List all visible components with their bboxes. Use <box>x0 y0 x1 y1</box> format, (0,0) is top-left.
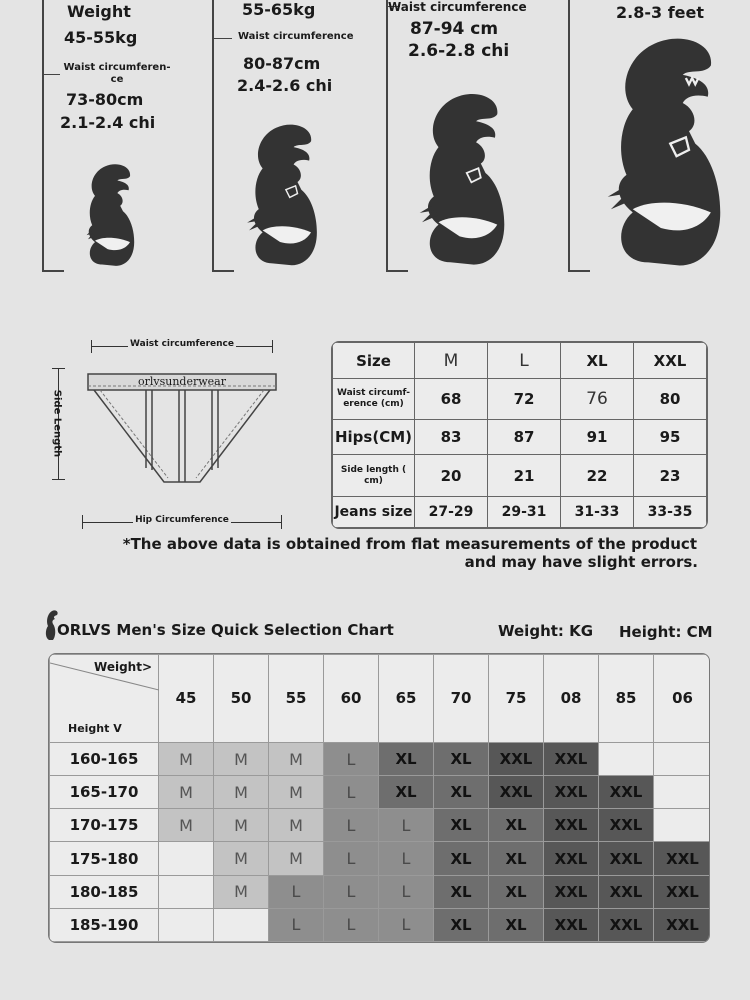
size-cell <box>599 742 654 775</box>
size-cell: XXL <box>544 776 599 809</box>
size-cell: XL <box>489 875 544 908</box>
table-header-cell: Size <box>333 343 415 379</box>
table-row <box>333 379 707 420</box>
waist-measure <box>91 340 273 352</box>
dino-large-icon <box>398 86 526 274</box>
waist-cm: 73-80cm <box>66 90 144 109</box>
side-measure-label: Side Length <box>51 389 63 458</box>
table-header-cell: L <box>488 343 561 379</box>
weight-header-cell: 60 <box>324 655 379 743</box>
waist-cm: 87-94 cm <box>410 19 499 39</box>
size-cell: L <box>324 908 379 941</box>
measure-tick <box>212 38 232 39</box>
size-cell: XXL <box>489 776 544 809</box>
size-cell: M <box>159 742 214 775</box>
size-cell: XL <box>434 809 489 842</box>
size-cell: XXL <box>544 809 599 842</box>
size-cell: M <box>214 842 269 875</box>
table-row <box>50 908 711 941</box>
size-cell: XXL <box>654 875 711 908</box>
brand-text: orlvsunderwear <box>138 375 226 388</box>
row-label: Hips(CM) <box>333 420 415 455</box>
table-cell: 22 <box>561 455 634 496</box>
waist-chi: 2.8-3 feet <box>616 3 704 22</box>
size-cell: M <box>269 809 324 842</box>
size-cell: L <box>379 809 434 842</box>
size-cell: XXL <box>654 842 711 875</box>
size-cell: XL <box>379 776 434 809</box>
height-unit: Height: CM <box>619 623 713 641</box>
dino-small-icon <box>74 158 144 273</box>
size-cell: XL <box>489 842 544 875</box>
size-cell: XL <box>489 908 544 941</box>
measure-line <box>386 0 388 272</box>
waist-chi: 2.1-2.4 chi <box>60 113 156 132</box>
table-cell: 31-33 <box>561 496 634 527</box>
waist-label: Waist circumference <box>238 31 354 42</box>
size-cell: XL <box>489 809 544 842</box>
size-cell: L <box>324 776 379 809</box>
size-cell: XXL <box>544 908 599 941</box>
size-cell: M <box>214 742 269 775</box>
size-cell: L <box>269 908 324 941</box>
waist-chi: 2.6-2.8 chi <box>408 41 510 61</box>
size-cell: XL <box>434 776 489 809</box>
measure-line <box>212 0 214 272</box>
table-row <box>50 842 711 875</box>
weight-header-cell: 55 <box>269 655 324 743</box>
size-cell: XL <box>434 842 489 875</box>
size-cell: L <box>324 809 379 842</box>
size-cell: L <box>324 742 379 775</box>
table-row <box>333 455 707 496</box>
weight-header-cell: 50 <box>214 655 269 743</box>
row-label: Side length ( cm) <box>333 455 415 496</box>
size-cell: M <box>214 776 269 809</box>
weight-unit: Weight: KG <box>498 622 594 640</box>
table-row <box>50 809 711 842</box>
size-cell <box>214 908 269 941</box>
table-cell: 91 <box>561 420 634 455</box>
note-line-1: *The above data is obtained from flat measurements of the product <box>122 535 697 553</box>
weight-header-cell: 85 <box>599 655 654 743</box>
height-label: 175-180 <box>50 842 159 875</box>
size-cell <box>654 742 711 775</box>
table-cell: 83 <box>415 420 488 455</box>
height-label: 170-175 <box>50 809 159 842</box>
size-cell: XXL <box>599 809 654 842</box>
waist-label: Waist circumference <box>388 0 527 14</box>
size-cell: XL <box>434 875 489 908</box>
size-cell: XXL <box>599 776 654 809</box>
waist-label: Waist circumferen- ce <box>63 62 171 85</box>
quick-selection-table <box>48 653 710 943</box>
size-cell <box>159 908 214 941</box>
measure-line <box>42 0 44 272</box>
size-cell: L <box>324 875 379 908</box>
table-cell: 87 <box>488 420 561 455</box>
table-cell: 29-31 <box>488 496 561 527</box>
size-cell: M <box>214 809 269 842</box>
table-row <box>50 776 711 809</box>
table-row <box>333 343 707 379</box>
size-cell: M <box>269 842 324 875</box>
size-cell: L <box>379 875 434 908</box>
size-cell <box>654 809 711 842</box>
size-cell: XXL <box>544 742 599 775</box>
size-cell: M <box>159 776 214 809</box>
table-cell: 76 <box>561 379 634 420</box>
underwear-diagram-icon <box>84 372 280 494</box>
hip-measure-label: Hip Circumference <box>135 515 229 525</box>
table-cell: 80 <box>634 379 707 420</box>
corner-header <box>50 655 159 743</box>
weight-value: 45-55kg <box>64 28 138 47</box>
size-cell: L <box>269 875 324 908</box>
size-cell: XL <box>434 908 489 941</box>
height-label: 180-185 <box>50 875 159 908</box>
weight-header-cell: 45 <box>159 655 214 743</box>
table-row <box>333 496 707 527</box>
waist-measure-label: Waist circumference <box>130 339 234 349</box>
weight-label: Weight <box>67 2 131 21</box>
table-cell: 72 <box>488 379 561 420</box>
corner-height-label: Height V <box>68 721 122 735</box>
size-cell: XXL <box>654 908 711 941</box>
hip-measure <box>82 515 282 529</box>
table-cell: 23 <box>634 455 707 496</box>
measure-tick <box>42 74 60 75</box>
size-cell: M <box>269 742 324 775</box>
weight-header-cell: 75 <box>489 655 544 743</box>
size-cell: XL <box>379 742 434 775</box>
table-header-cell: XL <box>561 343 634 379</box>
size-cell: XXL <box>599 875 654 908</box>
table-row <box>50 655 711 743</box>
table-cell: 95 <box>634 420 707 455</box>
size-cell: M <box>269 776 324 809</box>
weight-header-cell: 70 <box>434 655 489 743</box>
size-cell: L <box>324 842 379 875</box>
measure-tick <box>42 270 64 272</box>
table-row <box>50 742 711 775</box>
measure-line <box>568 0 570 272</box>
height-label: 185-190 <box>50 908 159 941</box>
size-cell: M <box>214 875 269 908</box>
chart-title: ORLVS Men's Size Quick Selection Chart <box>57 621 394 639</box>
size-table <box>331 341 708 529</box>
table-cell: 20 <box>415 455 488 496</box>
size-cell <box>654 776 711 809</box>
table-row <box>50 875 711 908</box>
size-cell: XL <box>434 742 489 775</box>
size-cell <box>159 842 214 875</box>
table-header-cell: XXL <box>634 343 707 379</box>
row-label: Waist circumf-erence (cm) <box>333 379 415 420</box>
table-cell: 21 <box>488 455 561 496</box>
waist-chi: 2.4-2.6 chi <box>237 76 333 95</box>
note-line-2: and may have slight errors. <box>464 553 698 571</box>
weight-header-cell: 65 <box>379 655 434 743</box>
height-label: 165-170 <box>50 776 159 809</box>
table-cell: 68 <box>415 379 488 420</box>
size-cell: XXL <box>544 875 599 908</box>
size-cell: XXL <box>599 908 654 941</box>
table-cell: 33-35 <box>634 496 707 527</box>
corner-weight-label: Weight> <box>94 660 152 674</box>
table-row <box>333 420 707 455</box>
measure-tick <box>212 270 234 272</box>
table-cell: 27-29 <box>415 496 488 527</box>
row-label: Jeans size <box>333 496 415 527</box>
weight-header-cell: 08 <box>544 655 599 743</box>
waist-cm: 80-87cm <box>243 54 321 73</box>
size-cell: L <box>379 908 434 941</box>
dino-medium-icon <box>232 118 332 273</box>
dino-xlarge-icon <box>576 28 750 278</box>
height-label: 160-165 <box>50 742 159 775</box>
table-header-cell: M <box>415 343 488 379</box>
size-cell <box>159 875 214 908</box>
weight-header-cell: 06 <box>654 655 711 743</box>
size-cell: M <box>159 809 214 842</box>
size-cell: L <box>379 842 434 875</box>
size-cell: XXL <box>489 742 544 775</box>
weight-value: 55-65kg <box>242 0 316 19</box>
size-cell: XXL <box>599 842 654 875</box>
size-cell: XXL <box>544 842 599 875</box>
